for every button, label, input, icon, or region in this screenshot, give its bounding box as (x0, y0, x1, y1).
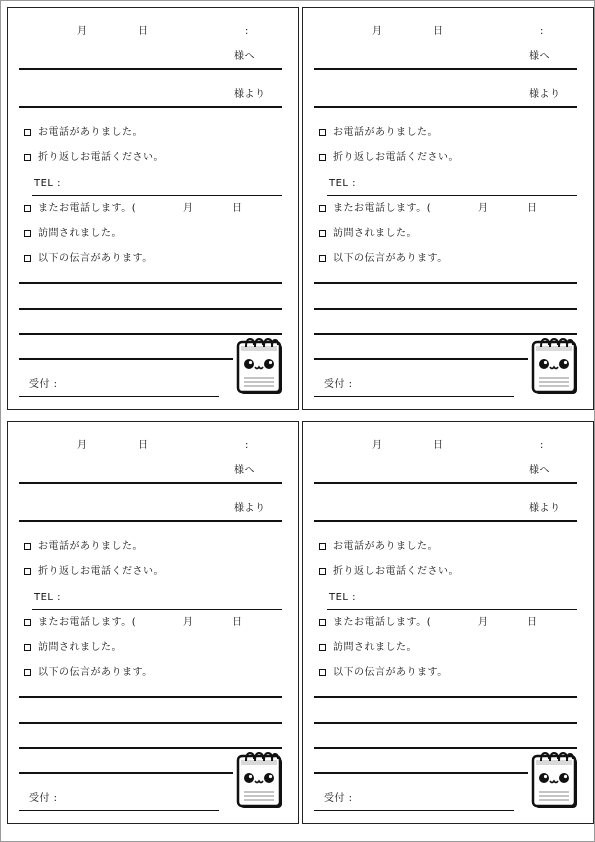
to-line[interactable] (314, 68, 577, 70)
received-line[interactable] (19, 810, 219, 811)
tel-label: TEL : (329, 178, 357, 189)
message-line-1[interactable] (19, 282, 282, 284)
time-colon: : (245, 26, 249, 37)
day-label: 日 (138, 440, 149, 451)
received-label: 受付 : (324, 379, 353, 390)
checkbox-call-back[interactable] (24, 568, 31, 575)
from-line[interactable] (314, 106, 577, 108)
tel-label: TEL : (34, 592, 62, 603)
time-colon: : (245, 440, 249, 451)
message-line-4[interactable] (19, 772, 233, 774)
option-message-label: 以下の伝言があります。 (38, 253, 153, 264)
day-label: 日 (138, 26, 149, 37)
tel-line[interactable] (327, 609, 577, 610)
day-label: 日 (433, 440, 444, 451)
message-line-3[interactable] (314, 747, 577, 749)
from-label: 様より (234, 89, 266, 100)
option-will-call-again-label: またお電話します。( (38, 617, 137, 628)
checkbox-will-call-again[interactable] (24, 619, 31, 626)
message-line-2[interactable] (19, 308, 282, 310)
received-line[interactable] (314, 810, 514, 811)
tel-line[interactable] (32, 195, 282, 196)
received-label: 受付 : (324, 793, 353, 804)
callback-month-label: 月 (478, 203, 489, 214)
option-visited-label: 訪問されました。 (38, 642, 122, 653)
message-line-4[interactable] (19, 358, 233, 360)
option-called-label: お電話がありました。 (38, 541, 143, 552)
tel-label: TEL : (329, 592, 357, 603)
to-line[interactable] (19, 68, 282, 70)
option-call-back-label: 折り返しお電話ください。 (38, 152, 164, 163)
option-visited-label: 訪問されました。 (38, 228, 122, 239)
checkbox-visited[interactable] (24, 644, 31, 651)
checkbox-will-call-again[interactable] (319, 619, 326, 626)
from-label: 様より (529, 89, 561, 100)
to-label: 様へ (234, 465, 255, 476)
checkbox-called[interactable] (319, 129, 326, 136)
message-line-3[interactable] (314, 333, 577, 335)
received-label: 受付 : (29, 793, 58, 804)
checkbox-message[interactable] (24, 255, 31, 262)
from-line[interactable] (19, 106, 282, 108)
notepad-mascot-icon (235, 337, 287, 397)
to-line[interactable] (19, 482, 282, 484)
day-label: 日 (433, 26, 444, 37)
time-colon: : (540, 26, 544, 37)
month-label: 月 (372, 26, 383, 37)
phone-memo-card (302, 7, 594, 410)
option-called-label: お電話がありました。 (333, 127, 438, 138)
checkbox-visited[interactable] (24, 230, 31, 237)
checkbox-message[interactable] (24, 669, 31, 676)
option-will-call-again-label: またお電話します。( (333, 203, 432, 214)
checkbox-message[interactable] (319, 255, 326, 262)
checkbox-call-back[interactable] (319, 154, 326, 161)
notepad-mascot-icon (235, 751, 287, 811)
checkbox-called[interactable] (24, 543, 31, 550)
callback-day-label: 日 (527, 617, 538, 628)
checkbox-called[interactable] (319, 543, 326, 550)
time-colon: : (540, 440, 544, 451)
option-called-label: お電話がありました。 (333, 541, 438, 552)
message-line-1[interactable] (314, 282, 577, 284)
month-label: 月 (372, 440, 383, 451)
option-message-label: 以下の伝言があります。 (38, 667, 153, 678)
callback-day-label: 日 (232, 617, 243, 628)
checkbox-will-call-again[interactable] (319, 205, 326, 212)
phone-memo-card (7, 421, 299, 824)
received-line[interactable] (314, 396, 514, 397)
option-call-back-label: 折り返しお電話ください。 (38, 566, 164, 577)
option-called-label: お電話がありました。 (38, 127, 143, 138)
notepad-mascot-icon (530, 751, 582, 811)
callback-month-label: 月 (183, 617, 194, 628)
checkbox-call-back[interactable] (319, 568, 326, 575)
checkbox-visited[interactable] (319, 230, 326, 237)
to-label: 様へ (234, 51, 255, 62)
to-label: 様へ (529, 51, 550, 62)
checkbox-call-back[interactable] (24, 154, 31, 161)
callback-day-label: 日 (232, 203, 243, 214)
message-line-2[interactable] (314, 308, 577, 310)
to-line[interactable] (314, 482, 577, 484)
message-line-4[interactable] (314, 772, 528, 774)
callback-month-label: 月 (478, 617, 489, 628)
tel-line[interactable] (327, 195, 577, 196)
option-message-label: 以下の伝言があります。 (333, 667, 448, 678)
message-line-2[interactable] (314, 722, 577, 724)
option-will-call-again-label: またお電話します。( (333, 617, 432, 628)
message-line-1[interactable] (19, 696, 282, 698)
option-call-back-label: 折り返しお電話ください。 (333, 152, 459, 163)
message-line-4[interactable] (314, 358, 528, 360)
option-message-label: 以下の伝言があります。 (333, 253, 448, 264)
option-visited-label: 訪問されました。 (333, 228, 417, 239)
tel-label: TEL : (34, 178, 62, 189)
month-label: 月 (77, 26, 88, 37)
checkbox-message[interactable] (319, 669, 326, 676)
checkbox-called[interactable] (24, 129, 31, 136)
phone-memo-card (7, 7, 299, 410)
option-call-back-label: 折り返しお電話ください。 (333, 566, 459, 577)
from-label: 様より (529, 503, 561, 514)
phone-memo-card (302, 421, 594, 824)
received-label: 受付 : (29, 379, 58, 390)
option-will-call-again-label: またお電話します。( (38, 203, 137, 214)
month-label: 月 (77, 440, 88, 451)
callback-month-label: 月 (183, 203, 194, 214)
message-line-3[interactable] (19, 333, 282, 335)
to-label: 様へ (529, 465, 550, 476)
checkbox-will-call-again[interactable] (24, 205, 31, 212)
message-line-1[interactable] (314, 696, 577, 698)
option-visited-label: 訪問されました。 (333, 642, 417, 653)
from-line[interactable] (314, 520, 577, 522)
callback-day-label: 日 (527, 203, 538, 214)
notepad-mascot-icon (530, 337, 582, 397)
message-line-3[interactable] (19, 747, 282, 749)
tel-line[interactable] (32, 609, 282, 610)
message-line-2[interactable] (19, 722, 282, 724)
from-line[interactable] (19, 520, 282, 522)
from-label: 様より (234, 503, 266, 514)
checkbox-visited[interactable] (319, 644, 326, 651)
received-line[interactable] (19, 396, 219, 397)
